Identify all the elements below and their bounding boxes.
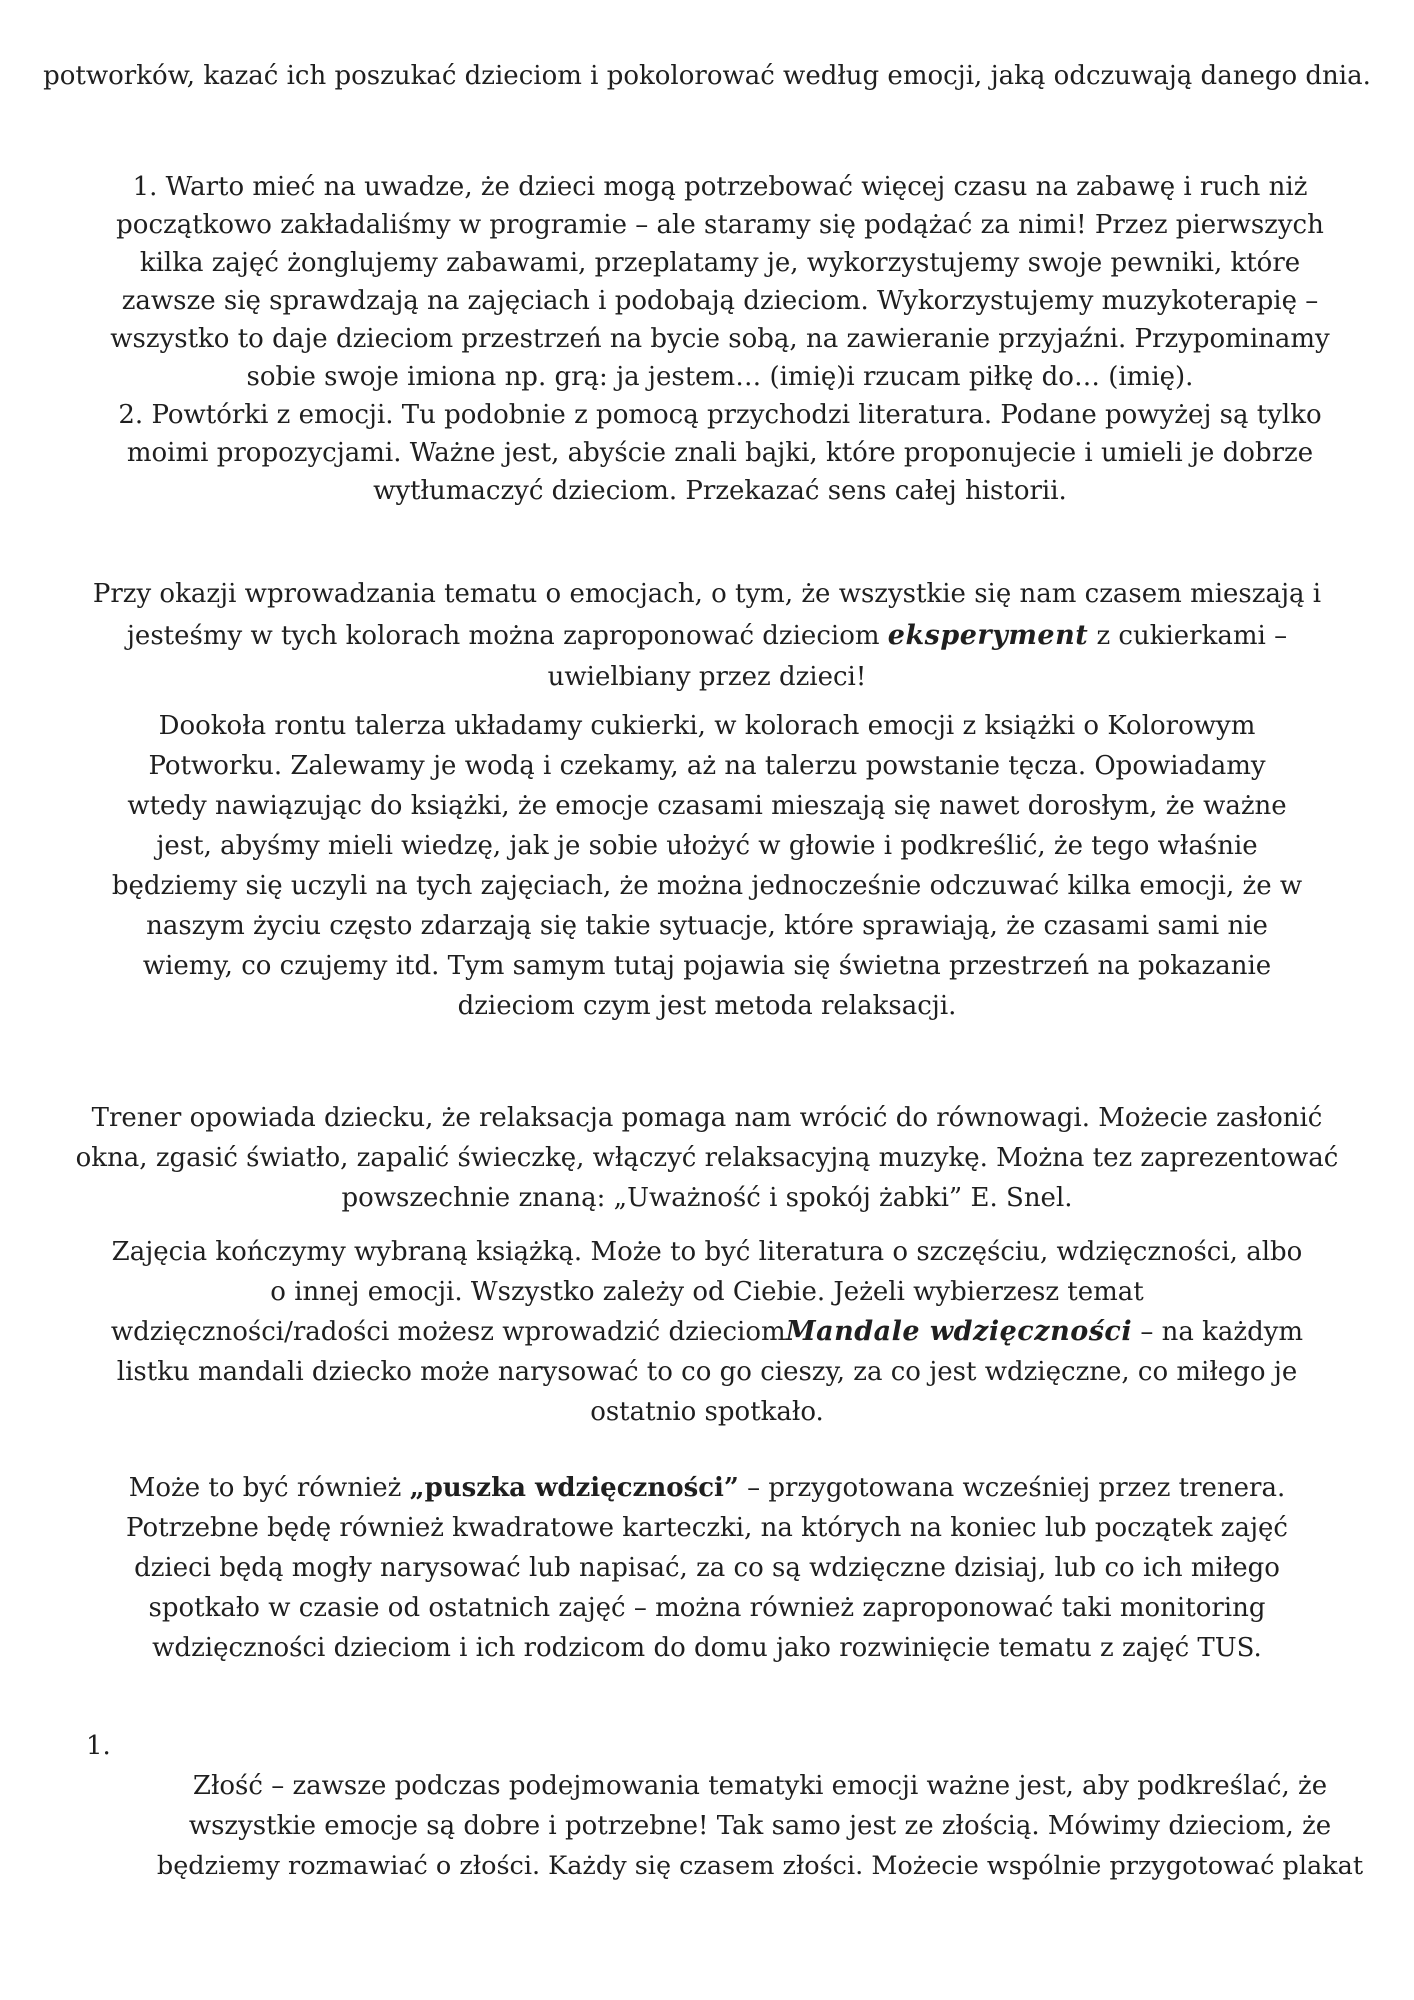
anger-line-3: będziemy rozmawiać o złości. Każdy się czasem złości. Możecie wspólnie przygotować plakat bbox=[156, 1851, 1364, 1881]
jar-line-2: Potrzebne będę również kwadratowe karteczki, na których na koniec lub początek zajęć bbox=[126, 1513, 1288, 1543]
relax-line-2: okna, zgasić światło, zapalić świeczkę, włączyć relaksacyjną muzykę. Można tez zaprezentować bbox=[75, 1143, 1339, 1173]
gratitude-jar-paragraph bbox=[60, 1468, 1354, 1668]
candies-line-5: będziemy się uczyli na tych zajęciach, że można jednocześnie odczuwać kilka emocji, że w bbox=[111, 871, 1303, 901]
experiment-text: jesteśmy w tych kolorach można zaproponować dzieciom bbox=[126, 621, 888, 651]
ending-paragraph bbox=[60, 1232, 1354, 1432]
jar-line-3: dzieci będą mogły narysować lub napisać, za co są wdzięczne dzisiaj, lub co ich miłego bbox=[134, 1553, 1280, 1583]
list-1-line-6: sobie swoje imiona np. grą: ja jestem… (imię)i rzucam piłkę do… (imię). bbox=[246, 362, 1194, 392]
experiment-emphasis: eksperyment bbox=[887, 620, 1089, 651]
experiment-paragraph bbox=[60, 574, 1354, 698]
jar-line-5: wdzięczności dzieciom i ich rodzicom do domu jako rozwinięcie tematu z zajęć TUS. bbox=[152, 1633, 1262, 1663]
experiment-line-1: Przy okazji wprowadzania tematu o emocjach, o tym, że wszystkie się nam czasem mieszają i bbox=[92, 579, 1322, 609]
relax-line-1: Trener opowiada dziecku, że relaksacja pomaga nam wrócić do równowagi. Możecie zasłonić bbox=[91, 1103, 1323, 1133]
list-1-line-4: zawsze się sprawdzają na zajęciach i podobają dzieciom. Wykorzystujemy muzykoterapię – bbox=[121, 286, 1319, 316]
experiment-line-2 bbox=[60, 615, 1354, 657]
list-1-line-5: wszystko to daje dzieciom przestrzeń na bycie sobą, na zawieranie przyjaźni. Przypominamy bbox=[110, 324, 1330, 354]
candies-line-2: Potworku. Zalewamy je wodą i czekamy, aż na talerzu powstanie tęcza. Opowiadamy bbox=[148, 751, 1266, 781]
candies-paragraph bbox=[60, 706, 1354, 1026]
candies-line-4: jest, abyśmy mieli wiedzę, jak je sobie ułożyć w głowie i podkreślić, że tego właśnie bbox=[156, 831, 1258, 861]
relax-line-3: powszechnie znaną: „Uważność i spokój żabki” E. Snel. bbox=[341, 1183, 1073, 1213]
candies-line-6: naszym życiu często zdarzają się takie sytuacje, które sprawiają, że czasami sami nie bbox=[146, 911, 1268, 941]
anger-line-1: Złość – zawsze podczas podejmowania tematyki emocji ważne jest, aby podkreślać, że bbox=[192, 1771, 1328, 1801]
jar-text: Może to być również bbox=[128, 1473, 410, 1503]
anger-paragraph bbox=[150, 1766, 1370, 1886]
ending-line-1: Zajęcia kończymy wybraną książką. Może to być literatura o szczęściu, wdzięczności, albo bbox=[111, 1237, 1303, 1267]
mandala-emphasis: Mandale wdzięczności bbox=[785, 1316, 1133, 1347]
list-2-line-3: wytłumaczyć dzieciom. Przekazać sens całej historii. bbox=[373, 476, 1067, 506]
experiment-text-after: z cukierkami – bbox=[1088, 621, 1288, 651]
section-number: 1. bbox=[86, 1731, 111, 1761]
experiment-line-3: uwielbiany przez dzieci! bbox=[547, 662, 867, 692]
ending-line-4: listku mandali dziecko może narysować to co go cieszy, za co jest wdzięczne, co miłego je bbox=[116, 1357, 1298, 1387]
candies-line-3: wtedy nawiązując do książki, że emocje czasami mieszają się nawet dorosłym, że ważne bbox=[127, 791, 1287, 821]
candies-line-1: Dookoła rontu talerza układamy cukierki, w kolorach emocji z książki o Kolorowym bbox=[158, 711, 1256, 741]
ending-text: wdzięczności/radości możesz wprowadzić dzieciom bbox=[110, 1317, 786, 1347]
ending-line-2: o innej emocji. Wszystko zależy od Ciebie. Jeżeli wybierzesz temat bbox=[270, 1277, 1144, 1307]
jar-emphasis: „puszka wdzięczności” bbox=[409, 1473, 739, 1503]
list-2-line-2: moimi propozycjami. Ważne jest, abyście znali bajki, które proponujecie i umieli je dobrze bbox=[126, 438, 1314, 468]
list-1-line-3: kilka zajęć żonglujemy zabawami, przeplatamy je, wykorzystujemy swoje pewniki, które bbox=[139, 248, 1301, 278]
ending-line-3 bbox=[60, 1312, 1354, 1352]
numbered-list-item-2 bbox=[100, 396, 1340, 510]
ending-line-5: ostatnio spotkało. bbox=[590, 1397, 824, 1427]
intro-paragraph bbox=[40, 56, 1374, 96]
intro-line: potworków, kazać ich poszukać dzieciom i pokolorować według emocji, jaką odczuwają danego dnia. bbox=[43, 61, 1371, 91]
relaxation-paragraph bbox=[40, 1098, 1374, 1218]
list-1-line-2: początkowo zakładaliśmy w programie – ale staramy się podążać za nimi! Przez pierwszych bbox=[116, 210, 1324, 240]
list-1-line-1: 1. Warto mieć na uwadze, że dzieci mogą potrzebować więcej czasu na zabawę i ruch niż bbox=[132, 172, 1308, 202]
jar-line-1 bbox=[60, 1468, 1354, 1508]
ending-text-after: – na każdym bbox=[1132, 1317, 1304, 1347]
list-2-line-1: 2. Powtórki z emocji. Tu podobnie z pomocą przychodzi literatura. Podane powyżej są tylko bbox=[118, 400, 1322, 430]
jar-text-after: – przygotowana wcześniej przez trenera. bbox=[738, 1473, 1286, 1503]
numbered-list-item-1 bbox=[100, 168, 1340, 396]
jar-line-4: spotkało w czasie od ostatnich zajęć – można również zaproponować taki monitoring bbox=[148, 1593, 1266, 1623]
candies-line-7: wiemy, co czujemy itd. Tym samym tutaj pojawia się świetna przestrzeń na pokazanie bbox=[142, 951, 1272, 981]
candies-line-8: dzieciom czym jest metoda relaksacji. bbox=[457, 991, 957, 1021]
anger-line-2: wszystkie emocje są dobre i potrzebne! Tak samo jest ze złością. Mówimy dzieciom, że bbox=[188, 1811, 1332, 1841]
